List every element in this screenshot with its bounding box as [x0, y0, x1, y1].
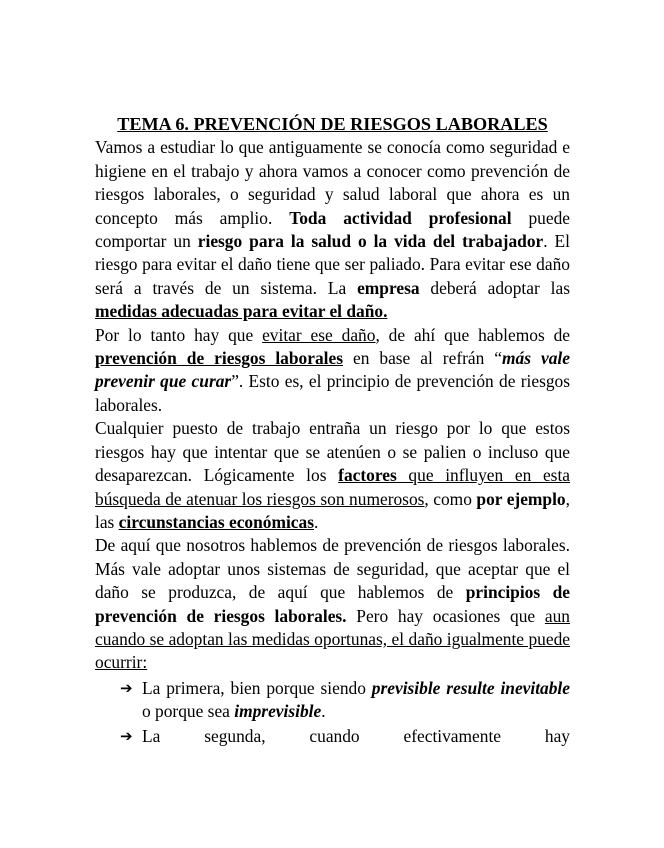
bold-text: empresa: [357, 277, 420, 298]
text: , como: [424, 488, 477, 509]
bold-text: por ejemplo: [476, 488, 566, 509]
text: .: [313, 511, 319, 532]
bold-underline-text: circunstancias económicas: [118, 511, 314, 532]
bold-underline-text: medidas adecuadas para evitar el daño.: [95, 301, 388, 322]
text: La segunda, cuando efectivamente hay: [142, 725, 570, 746]
document-page: [95, 113, 570, 749]
text: Por lo tanto hay que: [95, 324, 263, 345]
underline-text: aun cuando se adoptan las medidas oportunas, el daño igualmente puede ocurrir:: [95, 605, 571, 673]
bold-underline-text: factores: [338, 465, 397, 486]
paragraph-4: [95, 534, 570, 674]
text: .: [321, 701, 326, 722]
document-title: TEMA 6. PREVENCIÓN DE RIESGOS LABORALES: [117, 114, 548, 134]
arrow-right-icon: ➔: [120, 726, 133, 745]
text: De aquí que nosotros hablemos de prevención de riesgos laborales. Más vale adoptar unos sistemas de seguridad, que aceptar que el daño se produzca, de aquí que hablemos de: [95, 535, 570, 603]
bold-text: Toda actividad profesional: [289, 207, 512, 228]
arrow-right-icon: ➔: [120, 678, 133, 697]
text: Cualquier puesto de trabajo entraña un riesgo por lo que estos riesgos hay que intentar que se atenúen o se palien o incluso que desaparezcan. Lógicamente los: [95, 418, 570, 486]
text: , de ahí que hablemos de: [375, 324, 571, 345]
underline-text: evitar ese daño: [262, 324, 376, 345]
list-item: [120, 677, 570, 724]
bold-underline-text: prevención de riesgos laborales: [95, 348, 343, 369]
text: Pero hay ocasiones que: [346, 605, 545, 626]
bold-italic-text: más vale prevenir que curar: [95, 348, 570, 392]
text: en base al refrán “: [342, 348, 503, 369]
list-item: [120, 725, 570, 748]
arrow-list: [95, 677, 570, 748]
bold-text: principios de prevención de riesgos laborales.: [95, 582, 570, 626]
paragraph-2: [95, 324, 570, 418]
text: , las: [95, 488, 570, 532]
text: . El riesgo para evitar el daño tiene que ser paliado. Para evitar ese daño será a través de un sistema. La: [95, 231, 571, 298]
paragraph-3: [95, 417, 570, 534]
bold-text: riesgo para la salud o la vida del trabajador: [197, 231, 544, 252]
text: deberá adoptar las: [419, 277, 570, 298]
bold-italic-text: previsible resulte inevitable: [371, 677, 570, 698]
text: ”. Esto es, el principio de prevención de riesgos laborales.: [95, 371, 571, 415]
bold-italic-text: imprevisible: [234, 701, 322, 722]
underline-text: que influyen en esta búsqueda de atenuar los riesgos son numerosos: [95, 465, 571, 509]
paragraph-1: [95, 136, 570, 323]
text: La primera, bien porque siendo: [142, 677, 372, 698]
text: Vamos a estudiar lo que antiguamente se conocía como seguridad e higiene en el trabajo y ahora vamos a conocer como prevención de riesgos laborales, o seguridad y salud laboral que ahora es un concepto más amplio.: [95, 137, 570, 228]
text: puede comportar un: [95, 207, 571, 252]
text: o porque sea: [142, 701, 235, 722]
